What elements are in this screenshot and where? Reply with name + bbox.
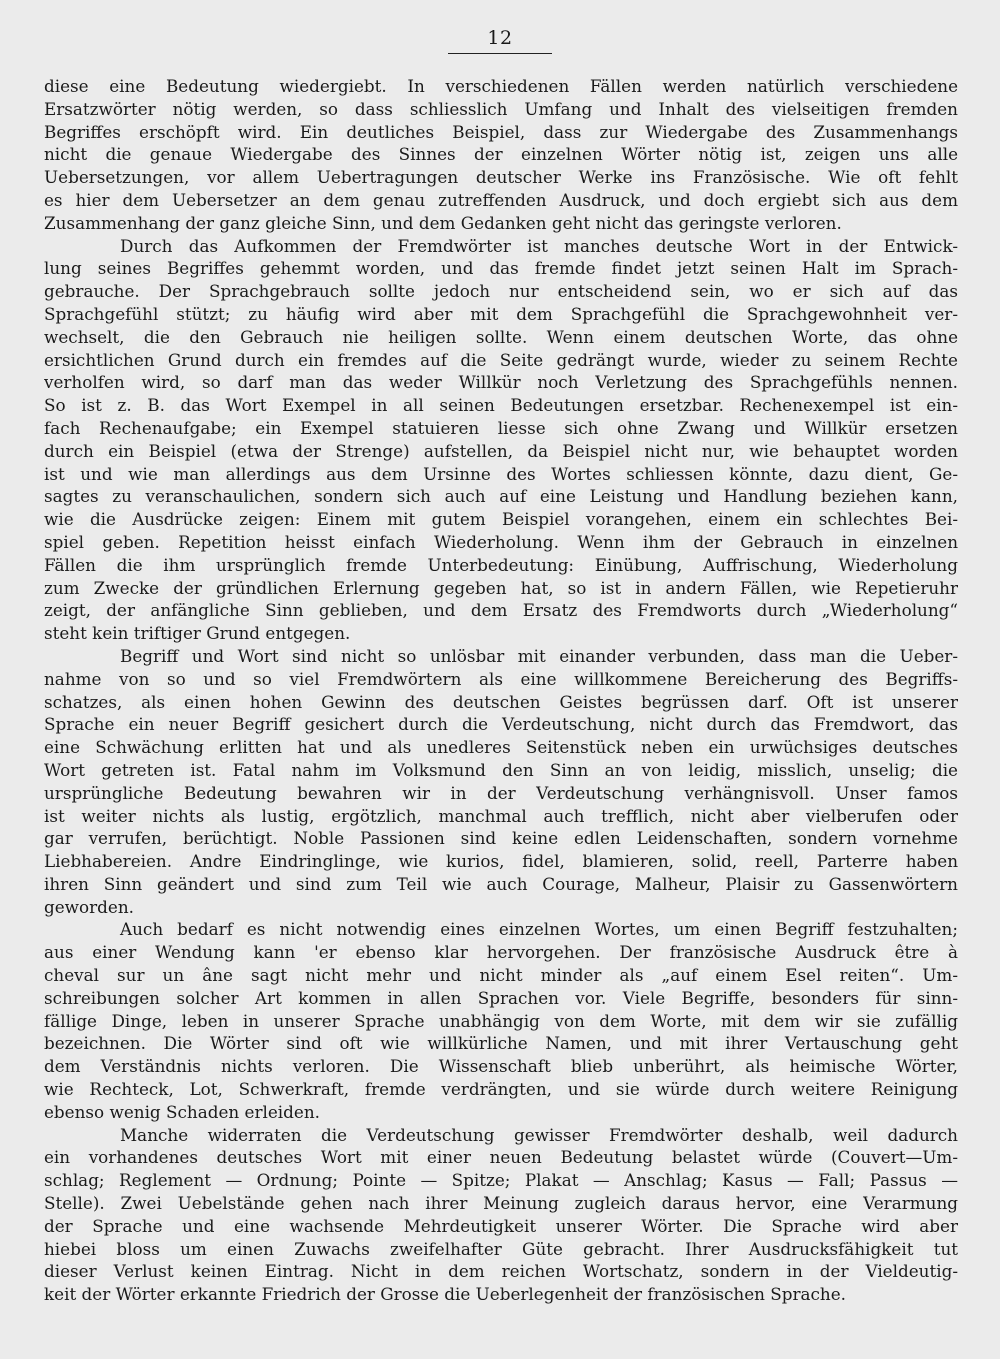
text-line: Manche widerraten die Verdeutschung gewisser Fremdwörter deshalb, weil dadurch xyxy=(120,1124,958,1145)
text-line: ist weiter nichts als lustig, ergötzlich, manchmal auch trefflich, nicht aber vielberufen oder xyxy=(44,805,958,826)
text-line: nicht die genaue Wiedergabe des Sinnes der einzelnen Wörter nötig ist, zeigen uns alle xyxy=(44,144,958,165)
page-number-rule xyxy=(448,53,552,54)
text-line: eine Schwächung erlitten hat und als unedleres Seitenstück neben ein urwüchsiges deutsches xyxy=(44,737,958,758)
text-line: aus einer Wendung kann 'er ebenso klar hervorgehen. Der französische Ausdruck être à xyxy=(44,942,958,963)
text-line: durch ein Beispiel (etwa der Strenge) aufstellen, da Beispiel nicht nur, wie behauptet worden xyxy=(44,440,958,461)
text-line: hiebei bloss um einen Zuwachs zweifelhafter Güte gebracht. Ihrer Ausdrucksfähigkeit tut xyxy=(44,1238,958,1259)
text-line: zeigt, der anfängliche Sinn geblieben, und dem Ersatz des Fremdworts durch „Wiederholung“ xyxy=(44,600,958,621)
text-line: Fällen die ihm ursprünglich fremde Unterbedeutung: Einübung, Auffrischung, Wiederholung xyxy=(44,554,958,575)
paragraph xyxy=(44,645,958,919)
text-line: dem Verständnis nichts verloren. Die Wissenschaft blieb unberührt, als heimische Wörter, xyxy=(44,1056,958,1077)
text-line: gebrauche. Der Sprachgebrauch sollte jedoch nur entscheidend sein, wo er sich auf das xyxy=(44,281,958,302)
text-line: Sprachgefühl stützt; zu häufig wird aber mit dem Sprachgefühl die Sprachgewohnheit ver- xyxy=(44,303,958,324)
text-line: Uebersetzungen, vor allem Uebertragungen deutscher Werke ins Französische. Wie oft fehlt xyxy=(44,167,958,188)
text-line: ersichtlichen Grund durch ein fremdes auf die Seite gedrängt wurde, wieder zu seinem Rechte xyxy=(44,349,958,370)
text-line: Stelle). Zwei Uebelstände gehen nach ihrer Meinung zugleich daraus hervor, eine Verarmung xyxy=(44,1193,958,1214)
page-number: 12 xyxy=(487,27,513,49)
text-line: der Sprache und eine wachsende Mehrdeutigkeit unserer Wörter. Die Sprache wird aber xyxy=(44,1215,958,1236)
text-line: dieser Verlust keinen Eintrag. Nicht in dem reichen Wortschatz, sondern in der Vieldeutig- xyxy=(44,1261,958,1282)
text-line: fach Rechenaufgabe; ein Exempel statuieren liesse sich ohne Zwang und Willkür ersetzen xyxy=(44,417,958,438)
text-line: fällige Dinge, leben in unserer Sprache unabhängig von dem Worte, mit dem wir sie zufällig xyxy=(44,1010,958,1031)
text-line: schlag; Reglement — Ordnung; Pointe — Spitze; Plakat — Anschlag; Kasus — Fall; Passus — xyxy=(44,1170,958,1191)
text-line: es hier dem Uebersetzer an dem genau zutreffenden Ausdruck, und doch ergiebt sich aus dem xyxy=(44,189,958,210)
text-line: Begriffes erschöpft wird. Ein deutliches Beispiel, dass zur Wiedergabe des Zusammenhangs xyxy=(44,121,958,142)
text-line: geworden. xyxy=(44,896,134,917)
text-line: wie die Ausdrücke zeigen: Einem mit gutem Beispiel vorangehen, einem ein schlechtes Bei- xyxy=(44,509,958,530)
paragraph xyxy=(44,1124,958,1306)
text-line: cheval sur un âne sagt nicht mehr und nicht minder als „auf einem Esel reiten“. Um- xyxy=(44,965,958,986)
text-line: schreibungen solcher Art kommen in allen Sprachen vor. Viele Begriffe, besonders für sinn- xyxy=(44,987,958,1008)
text-line: Wort getreten ist. Fatal nahm im Volksmund den Sinn an von leidig, misslich, unselig; die xyxy=(44,759,958,780)
text-line: Auch bedarf es nicht notwendig eines einzelnen Wortes, um einen Begriff festzuhalten; xyxy=(120,919,958,940)
text-line: bezeichnen. Die Wörter sind oft wie willkürliche Namen, und mit ihrer Vertauschung geht xyxy=(44,1033,958,1054)
text-line: keit der Wörter erkannte Friedrich der Grosse die Ueberlegenheit der französischen Sprache. xyxy=(44,1284,847,1305)
text-line: Ersatzwörter nötig werden, so dass schliesslich Umfang und Inhalt des vielseitigen fremden xyxy=(44,98,958,119)
text-line: So ist z. B. das Wort Exempel in all seinen Bedeutungen ersetzbar. Rechenexempel ist ein- xyxy=(44,395,958,416)
paragraph xyxy=(44,918,958,1123)
text-line: zum Zwecke der gründlichen Erlernung gegeben hat, so ist in andern Fällen, wie Repetieruhr xyxy=(44,577,958,598)
body-text xyxy=(44,75,958,1306)
text-line: Begriff und Wort sind nicht so unlösbar mit einander verbunden, dass man die Ueber- xyxy=(120,645,958,666)
text-line: ein vorhandenes deutsches Wort mit einer neuen Bedeutung belastet würde (Couvert—Um- xyxy=(44,1147,958,1168)
text-line: spiel geben. Repetition heisst einfach Wiederholung. Wenn ihm der Gebrauch in einzelnen xyxy=(44,531,958,552)
paragraph xyxy=(44,75,958,235)
text-line: Durch das Aufkommen der Fremdwörter ist manches deutsche Wort in der Entwick- xyxy=(120,235,958,256)
text-line: ursprüngliche Bedeutung bewahren wir in der Verdeutschung verhängnisvoll. Unser famos xyxy=(44,782,958,803)
text-line: lung seines Begriffes gehemmt worden, und das fremde findet jetzt seinen Halt im Sprach- xyxy=(44,258,958,279)
text-line: Liebhabereien. Andre Eindringlinge, wie kurios, fidel, blamieren, solid, reell, Parterre haben xyxy=(44,851,958,872)
text-line: wechselt, die den Gebrauch nie heiligen sollte. Wenn einem deutschen Worte, das ohne xyxy=(44,326,958,347)
text-line: Zusammenhang der ganz gleiche Sinn, und dem Gedanken geht nicht das geringste verloren. xyxy=(44,212,842,233)
paragraph xyxy=(44,235,958,645)
text-line: schatzes, als einen hohen Gewinn des deutschen Geistes begrüssen darf. Oft ist unserer xyxy=(44,691,958,712)
text-line: sagtes zu veranschaulichen, sondern sich auch auf eine Leistung und Handlung beziehen kann, xyxy=(44,486,958,507)
text-line: ihren Sinn geändert und sind zum Teil wie auch Courage, Malheur, Plaisir zu Gassenwörtern xyxy=(44,873,958,894)
text-line: wie Rechteck, Lot, Schwerkraft, fremde verdrängten, und sie würde durch weitere Reinigung xyxy=(44,1079,958,1100)
text-line: nahme von so und so viel Fremdwörtern als eine willkommene Bereicherung des Begriffs- xyxy=(44,668,958,689)
text-line: verholfen wird, so darf man das weder Willkür noch Verletzung des Sprachgefühls nennen. xyxy=(44,372,958,393)
text-line: gar verrufen, berüchtigt. Noble Passionen sind keine edlen Leidenschaften, sondern vornehme xyxy=(44,828,958,849)
text-line: ist und wie man allerdings aus dem Ursinne des Wortes schliessen könnte, dazu dient, Ge- xyxy=(44,463,958,484)
text-line: Sprache ein neuer Begriff gesichert durch die Verdeutschung, nicht durch das Fremdwort, das xyxy=(44,714,958,735)
text-line: ebenso wenig Schaden erleiden. xyxy=(44,1101,320,1122)
text-line: steht kein triftiger Grund entgegen. xyxy=(44,623,351,644)
text-line: diese eine Bedeutung wiedergiebt. In verschiedenen Fällen werden natürlich verschiedene xyxy=(44,76,958,96)
